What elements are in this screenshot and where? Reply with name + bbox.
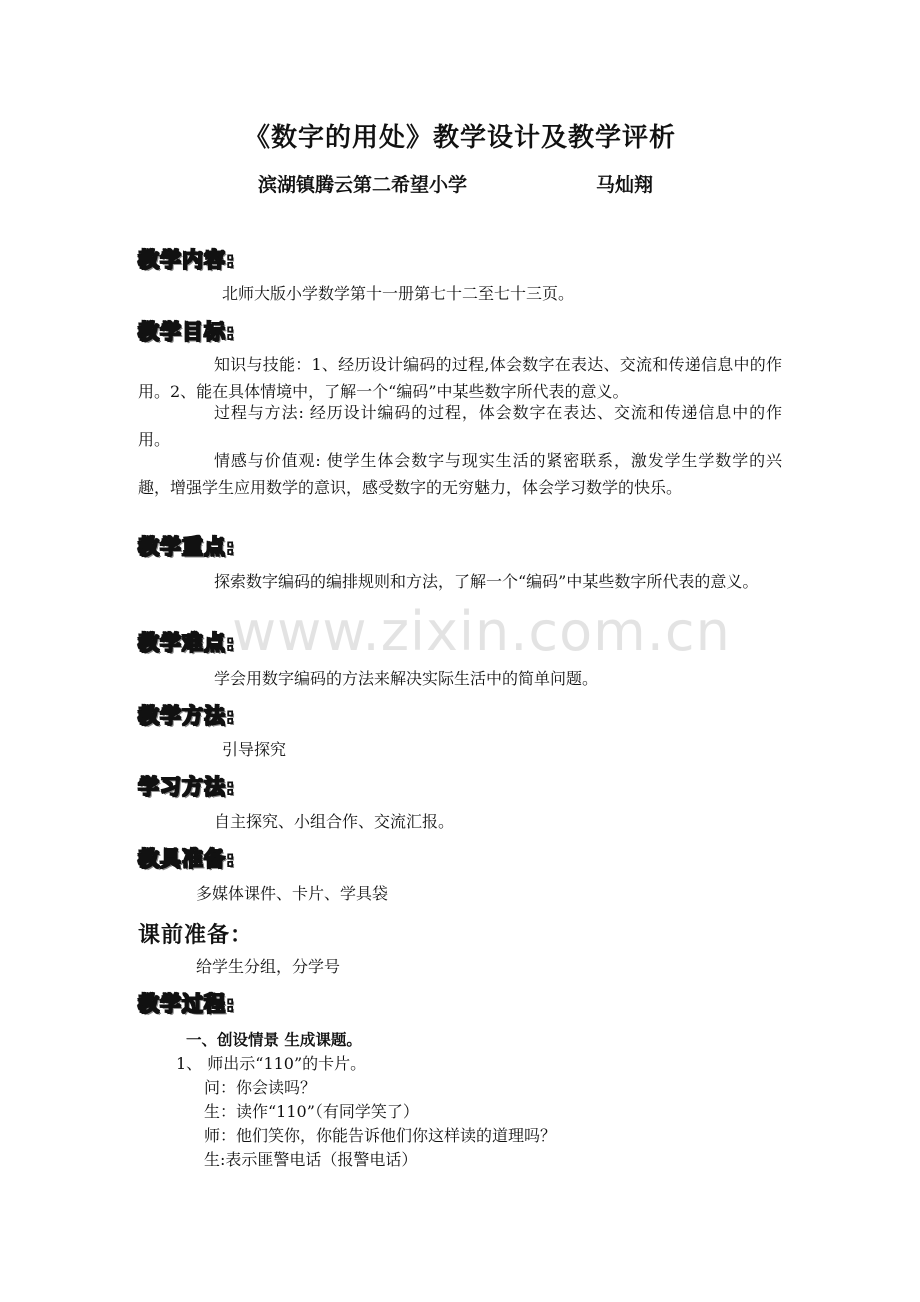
method-heading: 教学方法: xyxy=(138,704,236,728)
method-text: 引导探究 xyxy=(222,740,287,759)
tools-heading: 教具准备: xyxy=(138,847,236,871)
preparation-text: 给学生分组，分学号 xyxy=(196,957,341,976)
difficulty-heading: 教学难点: xyxy=(138,631,236,655)
key-points-text: 探索数字编码的编排规则和方法，了解一个“编码”中某些数字所代表的意义。 xyxy=(214,572,759,591)
tools-text: 多媒体课件、卡片、学具袋 xyxy=(196,884,389,903)
goals-paragraph-2: 过程与方法: 经历设计编码的过程，体会数字在表达、交流和传递信息中的作用。 xyxy=(138,403,782,449)
learning-method-text: 自主探究、小组合作、交流汇报。 xyxy=(214,812,455,831)
key-points-heading: 教学重点: xyxy=(138,535,236,559)
dialog-line: 生:表示匪警电话（报警电话） xyxy=(204,1150,418,1169)
dialog-line: 生：读作“110”（有同学笑了） xyxy=(204,1102,419,1121)
goals-paragraph-1: 知识与技能：1、经历设计编码的过程,体会数字在表达、交流和传递信息中的作用。2、能在具体情境中，了解一个“编码”中某些数字所代表的意义。 xyxy=(138,355,782,401)
dialog-line: 问：你会读吗？ xyxy=(204,1078,317,1097)
process-heading: 教学过程: xyxy=(138,992,236,1016)
watermark: www.zixin.com.cn xyxy=(232,600,731,663)
goals-heading: 教学目标: xyxy=(138,320,236,344)
school-name: 滨湖镇腾云第二希望小学 xyxy=(258,174,468,196)
author-name: 马灿翔 xyxy=(596,174,654,196)
preparation-heading: 课前准备： xyxy=(138,923,254,948)
difficulty-text: 学会用数字编码的方法来解决实际生活中的简单问题。 xyxy=(214,669,599,688)
step-1-item: 1、 师出示“110”的卡片。 xyxy=(176,1054,367,1073)
step-1-title: 一、创设情景 生成课题。 xyxy=(186,1031,362,1049)
learning-method-heading: 学习方法: xyxy=(138,775,236,799)
content-heading: 教学内容: xyxy=(138,248,236,272)
content-text: 北师大版小学数学第十一册第七十二至七十三页。 xyxy=(222,284,575,303)
goals-paragraph-3: 情感与价值观: 使学生体会数字与现实生活的紧密联系，激发学生学数学的兴趣，增强学生应用数学的意识，感受数字的无穷魅力，体会学习数学的快乐。 xyxy=(138,451,782,497)
dialog-line: 师：他们笑你，你能告诉他们你这样读的道理吗？ xyxy=(204,1126,557,1145)
document-title: 《数字的用处》教学设计及教学评析 xyxy=(243,123,676,153)
